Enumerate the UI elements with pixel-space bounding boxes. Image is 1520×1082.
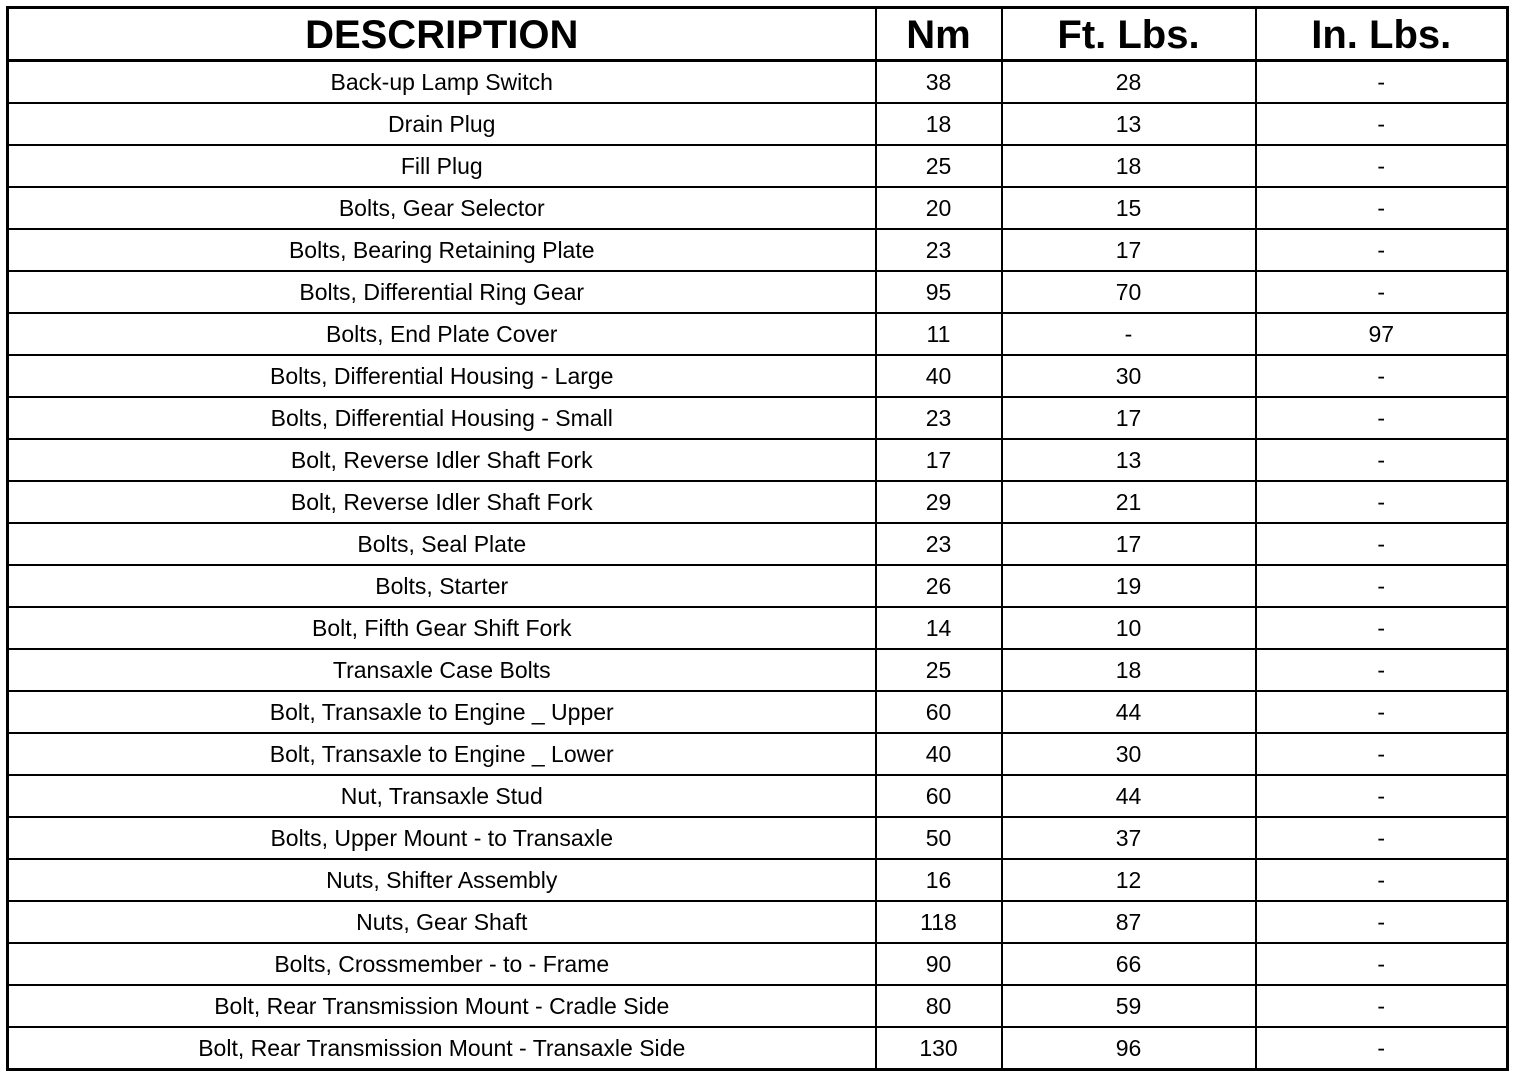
cell-in-lbs: - (1256, 145, 1508, 187)
cell-ft-lbs: 30 (1002, 733, 1256, 775)
cell-description: Bolt, Transaxle to Engine _ Upper (8, 691, 876, 733)
cell-description: Bolts, Differential Housing - Small (8, 397, 876, 439)
cell-in-lbs: - (1256, 691, 1508, 733)
cell-nm: 25 (876, 145, 1002, 187)
cell-description: Bolts, Starter (8, 565, 876, 607)
cell-ft-lbs: 96 (1002, 1027, 1256, 1070)
cell-ft-lbs: 87 (1002, 901, 1256, 943)
cell-description: Bolts, Differential Housing - Large (8, 355, 876, 397)
header-nm: Nm (876, 8, 1002, 61)
cell-nm: 40 (876, 355, 1002, 397)
cell-in-lbs: - (1256, 523, 1508, 565)
cell-ft-lbs: 37 (1002, 817, 1256, 859)
table-row (8, 817, 1508, 859)
cell-ft-lbs: 13 (1002, 103, 1256, 145)
cell-ft-lbs: 17 (1002, 523, 1256, 565)
cell-in-lbs: - (1256, 565, 1508, 607)
cell-in-lbs: - (1256, 943, 1508, 985)
cell-in-lbs: - (1256, 607, 1508, 649)
cell-ft-lbs: 18 (1002, 145, 1256, 187)
cell-description: Bolts, Upper Mount - to Transaxle (8, 817, 876, 859)
cell-nm: 38 (876, 61, 1002, 104)
table-row (8, 355, 1508, 397)
table-row (8, 439, 1508, 481)
cell-in-lbs: - (1377, 1035, 1386, 1061)
cell-description: Bolt, Reverse Idler Shaft Fork (8, 439, 876, 481)
cell-in-lbs: - (1256, 271, 1508, 313)
cell-in-lbs: - (1256, 859, 1508, 901)
cell-ft-lbs: 28 (1002, 61, 1256, 104)
cell-in-lbs: - (1256, 355, 1508, 397)
cell-ft-lbs: 70 (1002, 271, 1256, 313)
cell-ft-lbs: 30 (1002, 355, 1256, 397)
table-row (8, 691, 1508, 733)
cell-in-lbs: - (1256, 481, 1508, 523)
cell-ft-lbs: 19 (1002, 565, 1256, 607)
cell-description: Bolts, Gear Selector (8, 187, 876, 229)
table-row (8, 733, 1508, 775)
cell-ft-lbs: 17 (1002, 229, 1256, 271)
cell-nm: 50 (876, 817, 1002, 859)
cell-nm: 60 (876, 775, 1002, 817)
cell-description: Transaxle Case Bolts (8, 649, 876, 691)
cell-description: Bolts, Seal Plate (8, 523, 876, 565)
cell-nm: 18 (876, 103, 1002, 145)
table-row (8, 775, 1508, 817)
cell-nm: 80 (876, 985, 1002, 1027)
cell-in-lbs: - (1256, 733, 1508, 775)
cell-ft-lbs: 44 (1002, 775, 1256, 817)
cell-in-lbs: - (1256, 649, 1508, 691)
cell-nm: 90 (876, 943, 1002, 985)
table-row (8, 523, 1508, 565)
cell-description: Bolts, Differential Ring Gear (8, 271, 876, 313)
cell-in-lbs: - (1256, 775, 1508, 817)
cell-nm: 20 (876, 187, 1002, 229)
cell-ft-lbs: 59 (1002, 985, 1256, 1027)
cell-in-lbs: - (1256, 901, 1508, 943)
cell-description: Bolt, Fifth Gear Shift Fork (8, 607, 876, 649)
cell-ft-lbs: 15 (1002, 187, 1256, 229)
cell-description: Bolt, Reverse Idler Shaft Fork (8, 481, 876, 523)
cell-in-lbs: - (1256, 397, 1508, 439)
cell-in-lbs: - (1256, 817, 1508, 859)
cell-description: Bolts, Bearing Retaining Plate (8, 229, 876, 271)
cell-description: Drain Plug (8, 103, 876, 145)
table-row (8, 271, 1508, 313)
cell-description: Bolts, Crossmember - to - Frame (8, 943, 876, 985)
cell-nm: 25 (876, 649, 1002, 691)
cell-ft-lbs: 10 (1002, 607, 1256, 649)
cell-ft-lbs: 17 (1002, 397, 1256, 439)
cell-ft-lbs: 18 (1002, 649, 1256, 691)
cell-in-lbs: 97 (1256, 313, 1508, 355)
cell-ft-lbs: 12 (1002, 859, 1256, 901)
table-row (8, 103, 1508, 145)
cell-nm: 26 (876, 565, 1002, 607)
table-row (8, 649, 1508, 691)
table-row (8, 1027, 1508, 1070)
cell-nm: 29 (876, 481, 1002, 523)
cell-ft-lbs: - (1002, 313, 1256, 355)
table-row (8, 229, 1508, 271)
table-row (8, 985, 1508, 1027)
table-row (8, 61, 1508, 104)
cell-ft-lbs: 66 (1002, 943, 1256, 985)
cell-description: Nuts, Shifter Assembly (8, 859, 876, 901)
table-row (8, 187, 1508, 229)
table-row (8, 397, 1508, 439)
cell-ft-lbs: 13 (1002, 439, 1256, 481)
cell-nm: 23 (876, 523, 1002, 565)
cell-description: Nuts, Gear Shaft (8, 901, 876, 943)
cell-nm: 17 (876, 439, 1002, 481)
cell-nm: 11 (876, 313, 1002, 355)
cell-nm: 14 (876, 607, 1002, 649)
table-row (8, 943, 1508, 985)
cell-description: Bolts, End Plate Cover (8, 313, 876, 355)
cell-nm: 23 (876, 229, 1002, 271)
table-row (8, 607, 1508, 649)
cell-in-lbs: - (1256, 103, 1508, 145)
cell-description: Nut, Transaxle Stud (8, 775, 876, 817)
cell-description: Bolt, Transaxle to Engine _ Lower (8, 733, 876, 775)
cell-nm: 60 (876, 691, 1002, 733)
cell-nm: 40 (876, 733, 1002, 775)
table-row (8, 565, 1508, 607)
cell-description: Bolt, Rear Transmission Mount - Cradle Side (8, 985, 876, 1027)
table-row (8, 859, 1508, 901)
cell-nm: 95 (876, 271, 1002, 313)
table-row (8, 481, 1508, 523)
header-description: DESCRIPTION (8, 8, 876, 61)
header-in-lbs: In. Lbs. (1256, 8, 1508, 61)
table-row (8, 901, 1508, 943)
cell-ft-lbs: 44 (1002, 691, 1256, 733)
cell-in-lbs: - (1256, 61, 1508, 104)
cell-nm: 118 (876, 901, 1002, 943)
cell-nm: 23 (876, 397, 1002, 439)
cell-in-lbs: - (1256, 187, 1508, 229)
cell-in-lbs: - (1256, 229, 1508, 271)
cell-in-lbs: - (1256, 985, 1508, 1027)
cell-nm: 16 (876, 859, 1002, 901)
header-ft-lbs: Ft. Lbs. (1002, 8, 1256, 61)
table-row (8, 313, 1508, 355)
table-header-row (8, 8, 1508, 61)
cell-description: Fill Plug (8, 145, 876, 187)
cell-ft-lbs: 21 (1002, 481, 1256, 523)
cell-description: Bolt, Rear Transmission Mount - Transaxle Side (8, 1027, 876, 1070)
table-row (8, 145, 1508, 187)
table-body (8, 61, 1508, 1070)
cell-nm: 130 (876, 1027, 1002, 1070)
torque-specification-table (6, 6, 1509, 1071)
cell-in-lbs: - (1256, 439, 1508, 481)
cell-description: Back-up Lamp Switch (8, 61, 876, 104)
